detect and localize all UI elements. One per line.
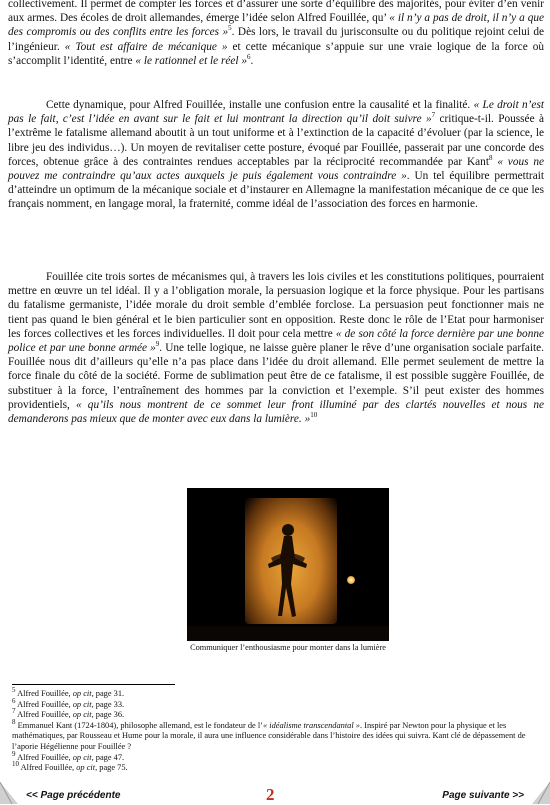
footnote-ref-6[interactable]: 6 [247,53,251,62]
quote: « de son côté la force dernière par une bonne police et par une bonne armée » [8,327,544,355]
quote: « le rationnel et le réel » [135,54,248,67]
text: critique-t-il. Poussée à l’extrême le fatalisme allemand aboutit à un tout uniforme et à l’extinction de la capacité d’évoluer (par la science, le libre jeu des individus…). Un moyen de revitaliser cette posture, évoqué par Fouillée, passerait par une concorde des forces, obtenue grâce à des contraintes rendues acceptables par la réciprocité recommandée par Kant [8,113,544,168]
text: , page 75. [95,763,128,773]
text: « idéalisme transcendantal » [262,720,360,730]
footnote-6 [12,696,532,711]
text: op cit [72,710,92,720]
text: Fouillée cite trois sortes de mécanismes qui, à travers les lois civiles et les constitutions politiques, pourraient mettre en œuvre un tel idéal. Il y a l’obligation morale, la persuasion logique et la force physique. Pour les partisans du fatalisme germaniste, l’idée morale du droit semble d’emblée forclose. La persuasion peut fonctionner mais ne tient pas quand le bien général et le bien particulier sont en opposition. Reste donc le rôle de l’Etat pour harmoniser les forces collectives et les forces individuelles. Il doit pour cela mettre [8,271,544,340]
text: . Inspiré par Newton pour la physique et les mathématiques, par Rousseau et Hume pour la morale, il aura une influence considérable dans l’histoire des idées qui suivra. Kant clé de dépassement de l’aporie Hégélienne pour Fouillée ? [12,720,526,751]
text: . Une telle logique, ne laisse guère planer le rêve d’une organisation sociale parfaite. Fouillée nous dit d’ailleurs qu’elle n’a pas place dans l’idée du droit allemand. Elle permet seulement de mettre la force finale du côté de la société. Forme de sublimation peut être de ce fatalisme, il est possible suggère Fouillée, de substituer à la force, l’entraînement des hommes par la conviction et l’exemple. S’il peut exister des hommes providentiels, [8,342,544,411]
footnote-ref-9[interactable]: 9 [155,340,160,349]
footnote-7 [12,707,532,721]
footnote-number: 6 [12,696,16,705]
dancer-silhouette [187,488,389,641]
text: , page 47. [91,752,125,762]
page-number: 2 [266,785,275,804]
footnote-ref-8[interactable]: 8 [488,154,493,163]
paragraph-3 [8,270,544,426]
paragraph-1 [8,0,544,68]
footnote-number: 5 [12,686,16,695]
footnote-ref-5[interactable]: 5 [228,24,232,33]
quote: « Tout est affaire de mécanique » [64,40,228,53]
text: Alfred Fouillée, [15,710,73,720]
figure-caption: Communiquer l’enthousiasme pour monter dans la lumière [190,643,386,652]
page-curl-right-icon [532,782,550,804]
footnote-10 [12,760,532,774]
footnotes [12,686,532,774]
text: . Dès lors, le travail du jurisconsulte ou du politique rejoint celui de l’ingénieur. [8,26,544,53]
text: , page 36. [91,710,125,720]
text: Alfred Fouillée, [15,752,73,762]
footnote-ref-7[interactable]: 7 [431,111,436,120]
footnote-5 [12,686,532,700]
quote: « qu’ils nous montrent de ce sommet leur front illuminé par des clartés nouvelles et nous ne demanderons pas mieux que de monter avec eux dans la lumière. » [8,398,545,426]
footnote-number: 7 [12,707,16,716]
footnote-number: 8 [12,717,16,726]
text: , page 33. [91,699,125,709]
text: , page 31. [91,689,125,698]
text: collectivement. Il permet de compter les forces et d’assurer une sorte d’équilibre des majorités, pour éviter d’en venir aux armes. Des écoles de droit allemandes, émerge l’idée selon Alfred Fouillée, qu’ [8,0,544,25]
quote: « vous ne pouvez me contraindre qu’aux actes auxquels je puis également vous contraindre » [8,155,545,183]
text: Alfred Fouillée, [15,699,73,709]
quote: « Le droit n’est pas le fait, c’est l’idée en avant sur le fait et lui montrant la direction qu’il doit suivre » [8,99,544,126]
footnote-number: 10 [12,760,19,769]
text: op cit [72,689,92,698]
paragraph-2 [8,98,544,212]
text: Alfred Fouillée, [19,763,77,773]
dancer-silhouette-photo [187,488,389,641]
footnote-ref-10[interactable]: 10 [310,411,318,420]
quote: « il n’y a pas de droit, il n’y a que des compromis ou des conflits entre les forces » [8,12,545,39]
text: op cit [72,752,92,762]
footnote-8 [12,717,532,753]
text: op cit [72,699,92,709]
text: Emmanuel Kant (1724-1804), philosophe allemand, est le fondateur de l’ [15,720,263,730]
next-page-link[interactable]: Page suivante >> [442,790,524,801]
page-curl-left-icon [0,782,18,804]
text: . [250,54,254,67]
footnote-9 [12,749,532,764]
footnote-number: 9 [12,749,16,758]
text: et cette mécanique s’appuie sur une vraie logique de la force où s’accomplit l’identité, entre [8,40,544,67]
text: Alfred Fouillée, [15,689,73,698]
page-navigation [0,782,550,804]
previous-page-link[interactable]: << Page précédente [26,790,121,801]
text: . Un tel équilibre permettrait d’atteindre un optimum de la mécanique sociale et d’instaurer en Allemagne la manifestation mécanique de ce que les français nomment, en langage moral, la fraternité, comme idéal de l’association des forces en harmonie. [8,170,544,211]
text: op cit [76,763,96,773]
text: Cette dynamique, pour Alfred Fouillée, installe une confusion entre la causalité et la finalité. [46,99,474,111]
footnote-separator [12,684,175,685]
